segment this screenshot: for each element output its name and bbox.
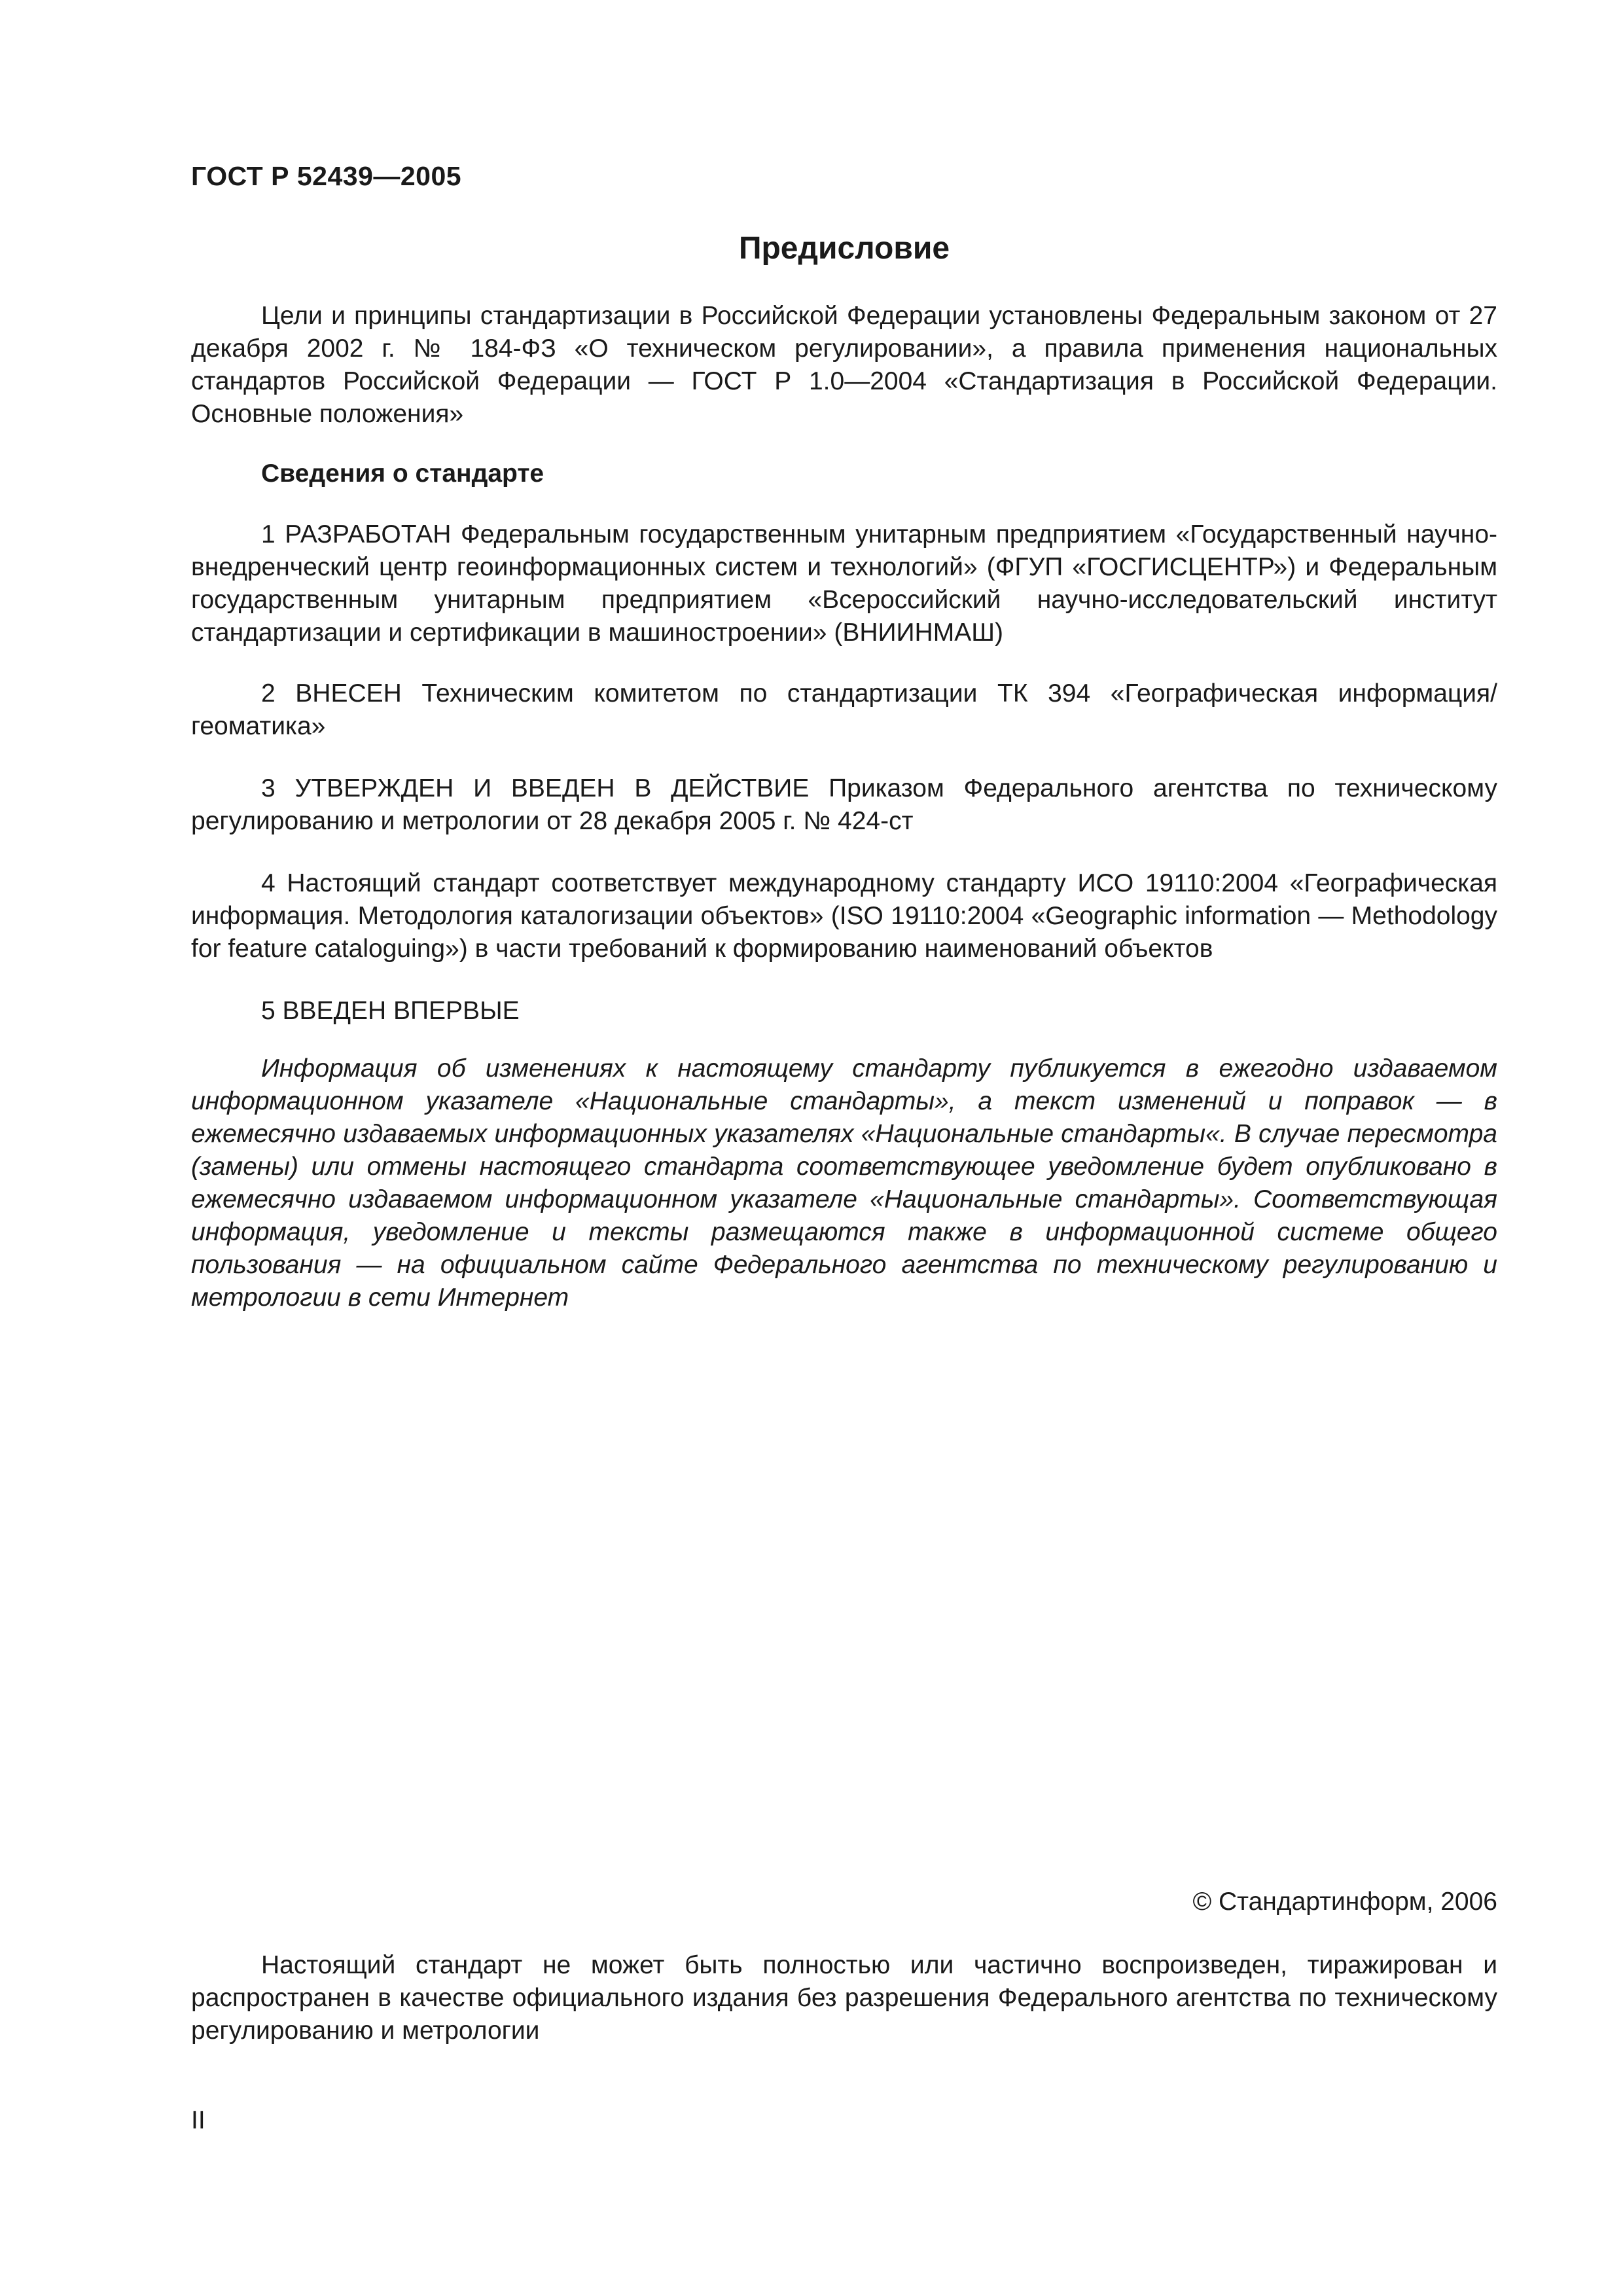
preface-item-4: 4 Настоящий стандарт соответствует международному стандарту ИСО 19110:2004 «Географическая информация. Методология каталогизации объектов» (ISO 19110:2004 «Geographic information — Methodology for feature cataloguing») в части требований к формированию наименований объектов: [191, 869, 1497, 963]
page-number: II: [191, 2106, 205, 2134]
reproduction-notice: Настоящий стандарт не может быть полностью или частично воспроизведен, тиражирован и распространен в качестве официального издания без разрешения Федерального агентства по техническому регулированию и метрологии: [191, 1951, 1497, 2045]
preface-item-1: 1 РАЗРАБОТАН Федеральным государственным унитарным предприятием «Государственный научно-внедренческий центр геоинформационных систем и технологий» (ФГУП «ГОСГИСЦЕНТР») и Федеральным государственным унитарным предприятием «Всероссийский научно-исследовательский институт стандартизации и сертификации в машиностроении» (ВНИИНМАШ): [191, 520, 1497, 647]
preface-item-2: 2 ВНЕСЕН Техническим комитетом по стандартизации ТК 394 «Географическая информация/геоматика»: [191, 679, 1497, 740]
document-code: ГОСТ Р 52439—2005: [191, 161, 462, 191]
preface-item-3: 3 УТВЕРЖДЕН И ВВЕДЕН В ДЕЙСТВИЕ Приказом Федерального агентства по техническому регулированию и метрологии от 28 декабря 2005 г. № 424-ст: [191, 774, 1497, 835]
changes-notice: Информация об изменениях к настоящему стандарту публикуется в ежегодно издаваемом информационном указателе «Национальные стандарты», а текст изменений и поправок — в ежемесячно издаваемых информационных указателях «Национальные стандарты«. В случае пересмотра (замены) или отмены настоящего стандарта соответствующее уведомление будет опубликовано в ежемесячно издаваемом информационном указателе «Национальные стандарты». Соответствующая информация, уведомление и тексты размещаются также в информационной системе общего пользования — на официальном сайте Федерального агентства по техническому регулированию и метрологии в сети Интернет: [191, 1054, 1497, 1312]
copyright: © Стандартинформ, 2006: [1192, 1888, 1497, 1916]
info-heading: Сведения о стандарте: [261, 459, 544, 488]
preface-intro: Цели и принципы стандартизации в Российской Федерации установлены Федеральным законом от 27 декабря 2002 г. № 184-ФЗ «О техническом регулировании», а правила применения национальных стандартов Российской Федерации — ГОСТ Р 1.0—2004 «Стандартизация в Российской Федерации. Основные положения»: [191, 302, 1497, 428]
preface-item-5: 5 ВВЕДЕН ВПЕРВЫЕ: [261, 997, 520, 1025]
page-title: Предисловие: [738, 231, 950, 266]
